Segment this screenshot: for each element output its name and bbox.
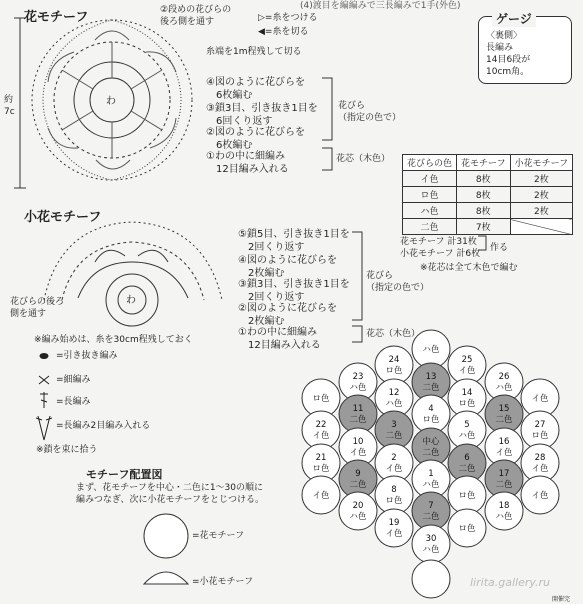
motif-number: 10 (352, 437, 364, 447)
motif-number: 11 (352, 404, 364, 414)
motif-color: ロ色 (385, 496, 403, 506)
motif-number: 9 (355, 469, 361, 479)
motif-color: 二色 (422, 512, 440, 522)
motif-cell (375, 509, 413, 547)
th-petal-color: 花びらの色 (403, 155, 457, 171)
gauge-title: ゲージ (492, 10, 536, 27)
footer-mark: 開催完 (552, 596, 571, 603)
flower-center-label: わ (106, 96, 116, 107)
flower-core-label: 花芯（木色） (336, 154, 391, 164)
flower-row-2: ②図のように花びらを 6枚編む (206, 127, 305, 151)
motif-circle (412, 560, 450, 598)
legend-small-shape (144, 572, 188, 584)
motif-circle (375, 346, 413, 384)
motif-cell (302, 476, 340, 514)
small-title: 小花モチーフ (24, 210, 102, 225)
table-cell: 8枚 (457, 203, 511, 219)
table-cell: 2枚 (510, 203, 573, 219)
motif-cell (412, 395, 450, 433)
motif-color: ハ色 (422, 480, 440, 490)
motif-color: イ色 (312, 491, 330, 501)
motif-color: ハ色 (422, 545, 440, 555)
motif-circle (375, 509, 413, 547)
motif-number: 2 (391, 453, 397, 463)
motif-color: イ色 (385, 464, 403, 474)
table-cell: 8枚 (457, 187, 511, 203)
layout-legend-small: =小花モチーフ (192, 577, 254, 587)
motif-number: 18 (498, 501, 510, 511)
motif-cell (448, 509, 486, 547)
layout-title: モチーフ配置図 (86, 468, 163, 481)
table-cell: 8枚 (457, 171, 511, 187)
small-petal-label: 花びら （指定の色で） (366, 271, 430, 293)
motif-circle (302, 411, 340, 449)
motif-color: イ色 (531, 464, 549, 474)
motif-circle (412, 492, 450, 530)
flower-note-petal-back: ②段めの花びらの 後ろ側を通す (160, 5, 232, 27)
motif-color: イ色 (458, 366, 476, 376)
motif-number: 1 (428, 469, 434, 479)
th-small-motif: 小花モチーフ (510, 155, 573, 171)
leave-yarn-label: 糸端を1m程残して切る (206, 47, 302, 57)
motif-color: イ色 (349, 448, 367, 458)
motif-cell (375, 476, 413, 514)
flower-row-1: ①わの中に細編み 12目編み入れる (206, 151, 289, 175)
flower-petal-label: 花びら （指定の色で） (338, 101, 402, 123)
motif-color: ロ色 (312, 394, 330, 404)
motif-number: 14 (461, 388, 473, 398)
legend-dc2: =長編み2目編み入れる (56, 421, 151, 431)
motif-color: ハ色 (349, 383, 367, 393)
layout-legend-flower: =花モチーフ (192, 531, 245, 541)
motif-color: ロ色 (458, 524, 476, 534)
motif-color: 二色 (458, 464, 476, 474)
table-cell: イ色 (403, 171, 457, 187)
motif-color: イ色 (385, 529, 403, 539)
motif-color: ロ色 (422, 415, 440, 425)
table-row (403, 203, 573, 219)
table-row (403, 219, 573, 235)
small-core-label: 花芯（木色） (366, 329, 421, 339)
motif-cell (521, 411, 559, 449)
cut-yarn-text: =糸を切る (264, 27, 309, 37)
motif-cell (448, 346, 486, 384)
tie-yarn-text: =糸をつける (264, 13, 318, 23)
tie-yarn-label: ▷=糸をつける (258, 13, 318, 23)
size-label: 約 7c (4, 95, 15, 117)
flower-row-4: ④図のように花びらを 6枚編む (206, 77, 305, 101)
gauge-text: 〈裏側〉 長編み 14目6段が 10cm角。 (486, 31, 531, 77)
motif-cell (412, 525, 450, 563)
motif-number: 20 (352, 501, 364, 511)
table-row (403, 171, 573, 187)
motif-cell (339, 492, 377, 530)
legend-dc: =長編み (56, 397, 91, 407)
motif-color: ハ色 (422, 345, 440, 355)
motif-color: イ色 (495, 448, 513, 458)
motif-circle (412, 525, 450, 563)
motif-number: 12 (388, 388, 400, 398)
motif-cell (485, 395, 523, 433)
flower-title: 花モチーフ (24, 10, 89, 25)
motif-number: 13 (425, 372, 437, 382)
motif-number: 3 (391, 420, 397, 430)
table-cell: 7枚 (457, 219, 511, 235)
motif-number: 16 (498, 437, 510, 447)
motif-color: ロ色 (458, 491, 476, 501)
cut-yarn-label: ◀=糸を切る (258, 27, 309, 37)
table-cell: ロ色 (403, 187, 457, 203)
legend-flower-shape (144, 514, 188, 558)
motif-color: 二色 (495, 480, 513, 490)
motif-cell (485, 492, 523, 530)
legend-slip: =引き抜き編み (56, 351, 118, 361)
small-row-5: ⑤鎖5目、引き抜き1目を 2回くり返す (238, 229, 350, 253)
motif-number: 26 (498, 372, 510, 382)
motif-cell (375, 346, 413, 384)
motif-number: 21 (315, 453, 327, 463)
legend-bundle: ※鎖を束に拾う (36, 445, 98, 455)
motif-circle (412, 395, 450, 433)
motif-number: 27 (534, 420, 546, 430)
watermark: lirita.gallery.ru (470, 576, 551, 589)
motif-color: 二色 (422, 383, 440, 393)
motif-color: ロ色 (458, 399, 476, 409)
motif-number: 中心 (422, 437, 440, 447)
motif-color: 二色 (385, 431, 403, 441)
motif-color: 二色 (422, 448, 440, 458)
motif-color: ハ色 (385, 399, 403, 409)
motif-circle (339, 492, 377, 530)
motif-circle (375, 476, 413, 514)
legend-symbols (36, 354, 52, 441)
legend-sc: =細編み (56, 375, 91, 385)
motif-number: 22 (315, 420, 327, 430)
motif-circle (339, 395, 377, 433)
motif-cell (375, 411, 413, 449)
motif-circle (521, 411, 559, 449)
motif-circle (448, 411, 486, 449)
table-cell-empty (510, 219, 573, 235)
motif-number: 6 (464, 453, 470, 463)
motif-cell (521, 476, 559, 514)
small-row-1: ①わの中に細編み 12目編み入れる (238, 327, 321, 351)
motif-number: 4 (428, 404, 434, 414)
motif-number: 5 (464, 420, 470, 430)
motif-circle (448, 346, 486, 384)
motif-number: 8 (391, 485, 397, 495)
motif-cell (302, 411, 340, 449)
header-partial: (4)渡目を編編みで三長編みで1手(外色) (300, 1, 461, 11)
motif-color: ロ色 (385, 366, 403, 376)
motif-number: 25 (461, 355, 473, 365)
th-flower-motif: 花モチーフ (457, 155, 511, 171)
motif-cell (448, 411, 486, 449)
motif-color: ハ色 (495, 512, 513, 522)
motif-circle (485, 395, 523, 433)
motif-color: イ色 (312, 431, 330, 441)
small-flower-motif-chart (44, 222, 222, 326)
table-cell: 二色 (403, 219, 457, 235)
layout-desc: まず、花モチーフを中心・二色に1〜30の順に 編みつなぎ、次に小花モチーフをとじつける。 (76, 483, 265, 505)
motif-cell (412, 492, 450, 530)
small-back-label: 花びらの後ろ 側を通す (10, 297, 65, 319)
motif-color: ロ色 (312, 464, 330, 474)
small-start-note: ※編み始めは、糸を30cm程残しておく (34, 335, 193, 345)
color-table-header (403, 155, 573, 171)
table-row (403, 187, 573, 203)
motif-layout-chart (302, 330, 559, 598)
table-cell: 2枚 (510, 171, 573, 187)
table-cell: 2枚 (510, 187, 573, 203)
motif-color: イ色 (531, 394, 549, 404)
motif-color: 二色 (349, 415, 367, 425)
motif-number: 15 (498, 404, 510, 414)
small-row-3: ③鎖3目、引き抜き1目を 2回くり返す (238, 279, 350, 303)
make-note: 花モチーフ 計31枚 小花モチーフ 計6枚 (400, 237, 481, 259)
motif-color: 二色 (349, 480, 367, 490)
motif-number: 30 (425, 534, 437, 544)
motif-color: ハ色 (349, 512, 367, 522)
motif-circle (485, 492, 523, 530)
core-note: ※花芯は全て木色で編む (420, 263, 518, 273)
motif-cell (412, 560, 450, 598)
motif-color: ロ色 (531, 431, 549, 441)
motif-number: 28 (534, 453, 546, 463)
motif-number: 19 (388, 518, 400, 528)
motif-color: ハ色 (458, 431, 476, 441)
motif-cell (339, 395, 377, 433)
small-center-label: わ (126, 295, 136, 306)
flower-row-3: ③鎖3目、引き抜き1目を 6回くり返す (206, 103, 318, 127)
small-row-4: ④図のように花びらを 2枚編む (238, 255, 337, 279)
motif-number: 23 (352, 372, 364, 382)
motif-number: 17 (498, 469, 510, 479)
motif-color: イ色 (531, 491, 549, 501)
table-cell: ハ色 (403, 203, 457, 219)
motif-number: 24 (388, 355, 400, 365)
motif-circle (375, 411, 413, 449)
make-suffix: 作る (490, 243, 509, 253)
motif-number: 7 (428, 501, 434, 511)
motif-color: ハ色 (495, 383, 513, 393)
small-row-2: ②図のように花びらを 2枚編む (238, 303, 337, 327)
motif-cell (448, 476, 486, 514)
color-table (402, 154, 573, 235)
motif-color: 二色 (495, 415, 513, 425)
